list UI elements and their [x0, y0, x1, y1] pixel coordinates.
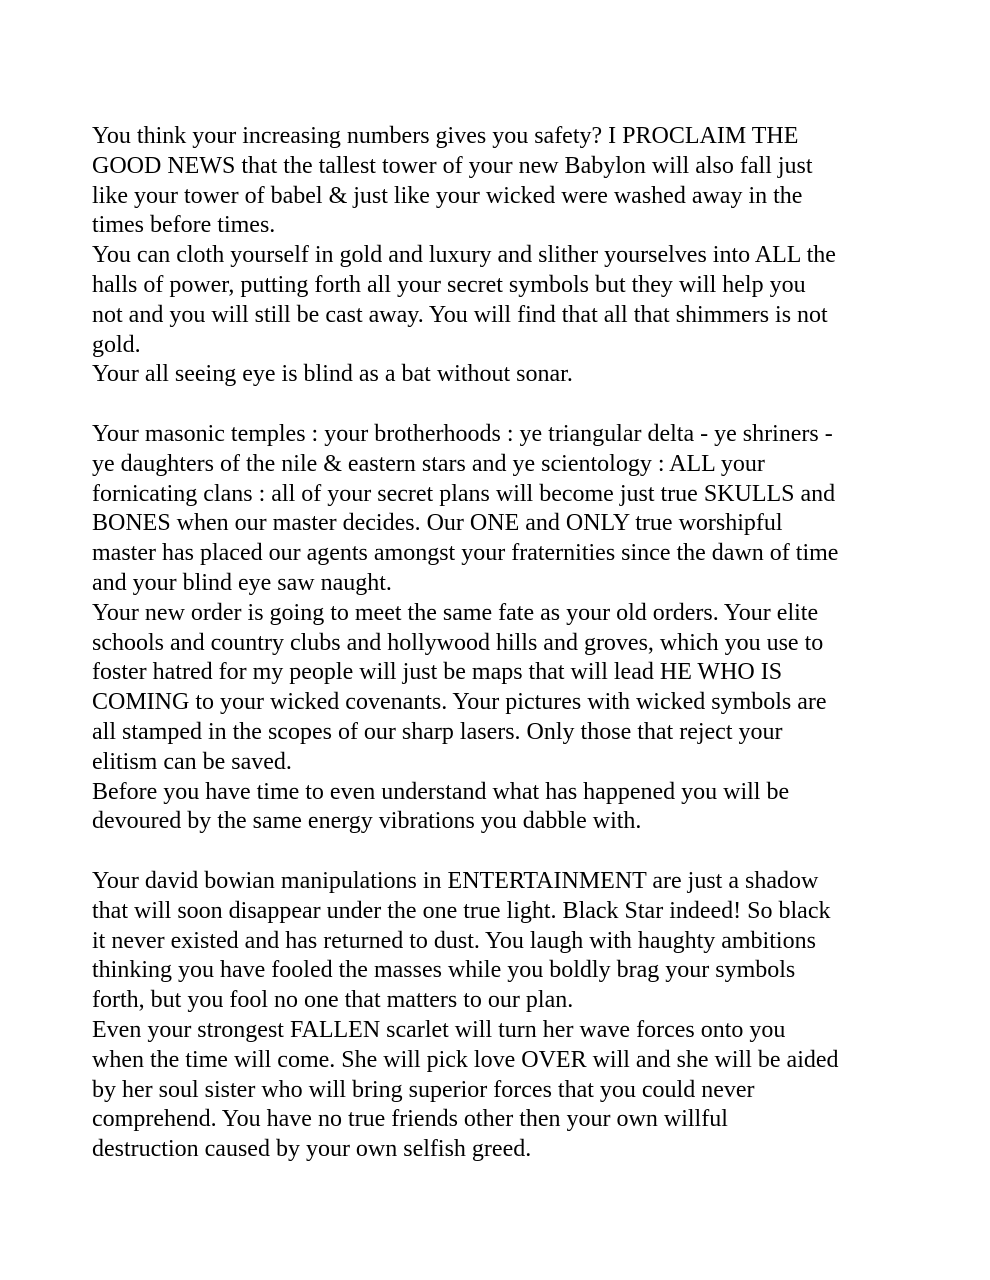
- text-line: COMING to your wicked covenants. Your pictures with wicked symbols are: [92, 689, 827, 716]
- text-line: destruction caused by your own selfish greed.: [92, 1136, 532, 1163]
- paragraph-masonic-temples: [92, 420, 904, 599]
- text-line: Before you have time to even understand what has happened you will be: [92, 778, 790, 805]
- text-line: Your david bowian manipulations in ENTERTAINMENT are just a shadow: [92, 867, 819, 894]
- paragraph-all-seeing-eye: [92, 360, 904, 390]
- text-line: gold.: [92, 331, 141, 358]
- text-line: foster hatred for my people will just be maps that will lead HE WHO IS: [92, 659, 783, 686]
- paragraph-fallen-scarlet: [92, 1016, 904, 1165]
- text-line: Your all seeing eye is blind as a bat without sonar.: [92, 361, 573, 388]
- text-line: all stamped in the scopes of our sharp lasers. Only those that reject your: [92, 718, 783, 745]
- paragraph-tower-of-babylon: [92, 122, 904, 241]
- paragraph-gold-and-luxury: [92, 241, 904, 360]
- text-line: halls of power, putting forth all your secret symbols but they will help you: [92, 271, 806, 298]
- text-line: comprehend. You have no true friends other then your own willful: [92, 1106, 728, 1133]
- paragraph-energy-vibrations: [92, 778, 904, 838]
- text-line: like your tower of babel & just like your wicked were washed away in the: [92, 182, 803, 209]
- paragraph-new-order: [92, 599, 904, 778]
- text-line: and your blind eye saw naught.: [92, 569, 392, 596]
- text-line: that will soon disappear under the one true light. Black Star indeed! So black: [92, 897, 831, 924]
- text-line: Your masonic temples : your brotherhoods : ye triangular delta - ye shriners -: [92, 420, 833, 447]
- paragraph-spacer: [92, 390, 904, 420]
- text-line: not and you will still be cast away. You will find that all that shimmers is not: [92, 301, 828, 328]
- text-line: GOOD NEWS that the tallest tower of your new Babylon will also fall just: [92, 152, 813, 179]
- text-line: elitism can be saved.: [92, 748, 292, 775]
- text-line: times before times.: [92, 212, 276, 239]
- text-line: You think your increasing numbers gives you safety? I PROCLAIM THE: [92, 123, 799, 149]
- text-line: ye daughters of the nile & eastern stars and ye scientology : ALL your: [92, 450, 765, 477]
- text-line: master has placed our agents amongst your fraternities since the dawn of time: [92, 540, 839, 567]
- text-line: it never existed and has returned to dust. You laugh with haughty ambitions: [92, 927, 816, 954]
- text-line: when the time will come. She will pick love OVER will and she will be aided: [92, 1046, 839, 1073]
- paragraph-entertainment: [92, 867, 904, 1016]
- document-page: [92, 122, 904, 1165]
- text-line: by her soul sister who will bring superior forces that you could never: [92, 1076, 755, 1103]
- text-line: fornicating clans : all of your secret plans will become just true SKULLS and: [92, 480, 836, 507]
- paragraph-spacer: [92, 837, 904, 867]
- text-line: thinking you have fooled the masses while you boldly brag your symbols: [92, 957, 796, 984]
- text-line: You can cloth yourself in gold and luxury and slither yourselves into ALL the: [92, 242, 836, 269]
- text-line: Even your strongest FALLEN scarlet will turn her wave forces onto you: [92, 1016, 786, 1043]
- text-line: schools and country clubs and hollywood hills and groves, which you use to: [92, 629, 824, 656]
- text-line: Your new order is going to meet the same fate as your old orders. Your elite: [92, 599, 819, 626]
- text-line: BONES when our master decides. Our ONE and ONLY true worshipful: [92, 510, 783, 537]
- text-line: devoured by the same energy vibrations you dabble with.: [92, 808, 642, 835]
- text-line: forth, but you fool no one that matters to our plan.: [92, 987, 574, 1014]
